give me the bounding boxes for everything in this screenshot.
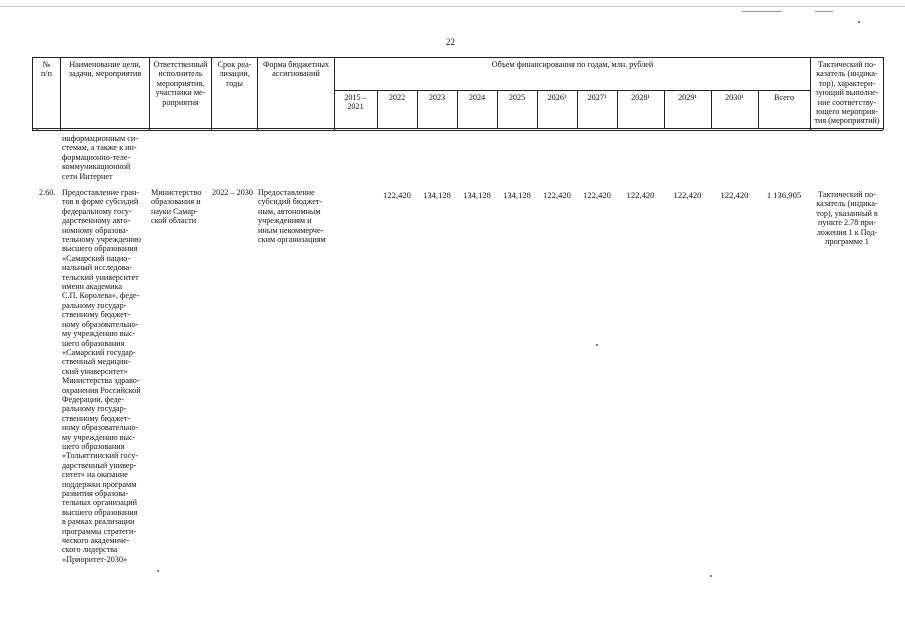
- header-form: Форма бюджетных ассигнований: [262, 60, 330, 79]
- row-executor: Министерство образования и науки Самар- ской области: [151, 188, 202, 226]
- header-term: Срок реа- лизации, годы: [217, 60, 252, 88]
- value-cell: 122,420: [720, 190, 749, 200]
- year-col-header: 2015 – 2021: [344, 93, 367, 112]
- header-executor: Ответственный исполнитель мероприятия, участники ме- роприятия: [153, 60, 208, 107]
- year-col-header: 2022: [388, 93, 406, 102]
- continued-text: информационным си- стемам, а также к ин- формационно-теле- коммуникационной сети Интернет: [62, 134, 138, 181]
- header-indicator: Тактический по- казатель (индика- тор), характери- зующий выполне- ние соответству- ющего мероприя- тия (мероприятий): [814, 60, 880, 126]
- year-col-header: 2028¹: [631, 93, 650, 102]
- year-col-header: 2027¹: [587, 93, 607, 102]
- year-col-header: 2023: [428, 93, 446, 102]
- year-col-header: 2025: [508, 93, 526, 102]
- year-col-header: 2024: [468, 93, 486, 102]
- row-indicator: Тактический по- казатель (индика- тор), указанный в пункте 2.78 при- ложения 1 к Под- программе 1: [816, 190, 878, 247]
- value-cell: 122,420: [543, 190, 571, 200]
- row-number: 2.60.: [39, 188, 56, 197]
- header-name: Наименование цели, задачи, мероприятия: [68, 60, 142, 79]
- year-col-header: 2029¹: [678, 93, 697, 102]
- row-term: 2022 – 2030: [212, 188, 253, 197]
- value-cell: 122,420: [583, 190, 611, 200]
- value-cell: 122,420: [673, 190, 702, 200]
- value-cell: 122,420: [626, 190, 655, 200]
- value-cell: 134,128: [503, 190, 531, 200]
- value-cell: 122,420: [383, 190, 411, 200]
- row-name: Предоставление гран- тов в форме субсидий федеральному госу- дарственному авто- номному образова- тельному учреждению высшего образования «Самарский нацио- нальный исследова- тельский университет имени академика С.П. Королева», феде- ральному государ- ственному бюджет- ному образовательно- му учреждению выс- шего образования «Самарский государ- ственный медицин- ский университет» Министерства здраво- охранения Российской Федерации, феде- ральному государ- ственному бюджет- ному образовательно- му учреждению выс- шего образования «Тольяттинский госу- дарственный универ- ситет» на оказание поддержки программ развития образова- тельных организаций высшего образования в рамках реализации программы стратеги- ческого академиче- ского лидерства «Приоритет-2030»: [62, 188, 141, 564]
- year-col-header: Всего: [773, 93, 795, 102]
- value-cell: 134,128: [463, 190, 491, 200]
- header-funding: Объем финансирования по годам, млн. рублей: [491, 60, 654, 69]
- value-cell: 134,128: [423, 190, 451, 200]
- year-col-header: 2030¹: [725, 93, 744, 102]
- row-form: Предоставление субсидий бюджет- ным, автономным учреждениям и иным некоммерче- ским организациям: [258, 188, 326, 245]
- value-cell-total: 1 136,905: [766, 190, 802, 200]
- year-col-header: 2026¹: [547, 93, 567, 102]
- scan-top-edge: [0, 6, 905, 7]
- header-num: № п/п: [40, 60, 53, 79]
- page-number: 22: [446, 37, 455, 47]
